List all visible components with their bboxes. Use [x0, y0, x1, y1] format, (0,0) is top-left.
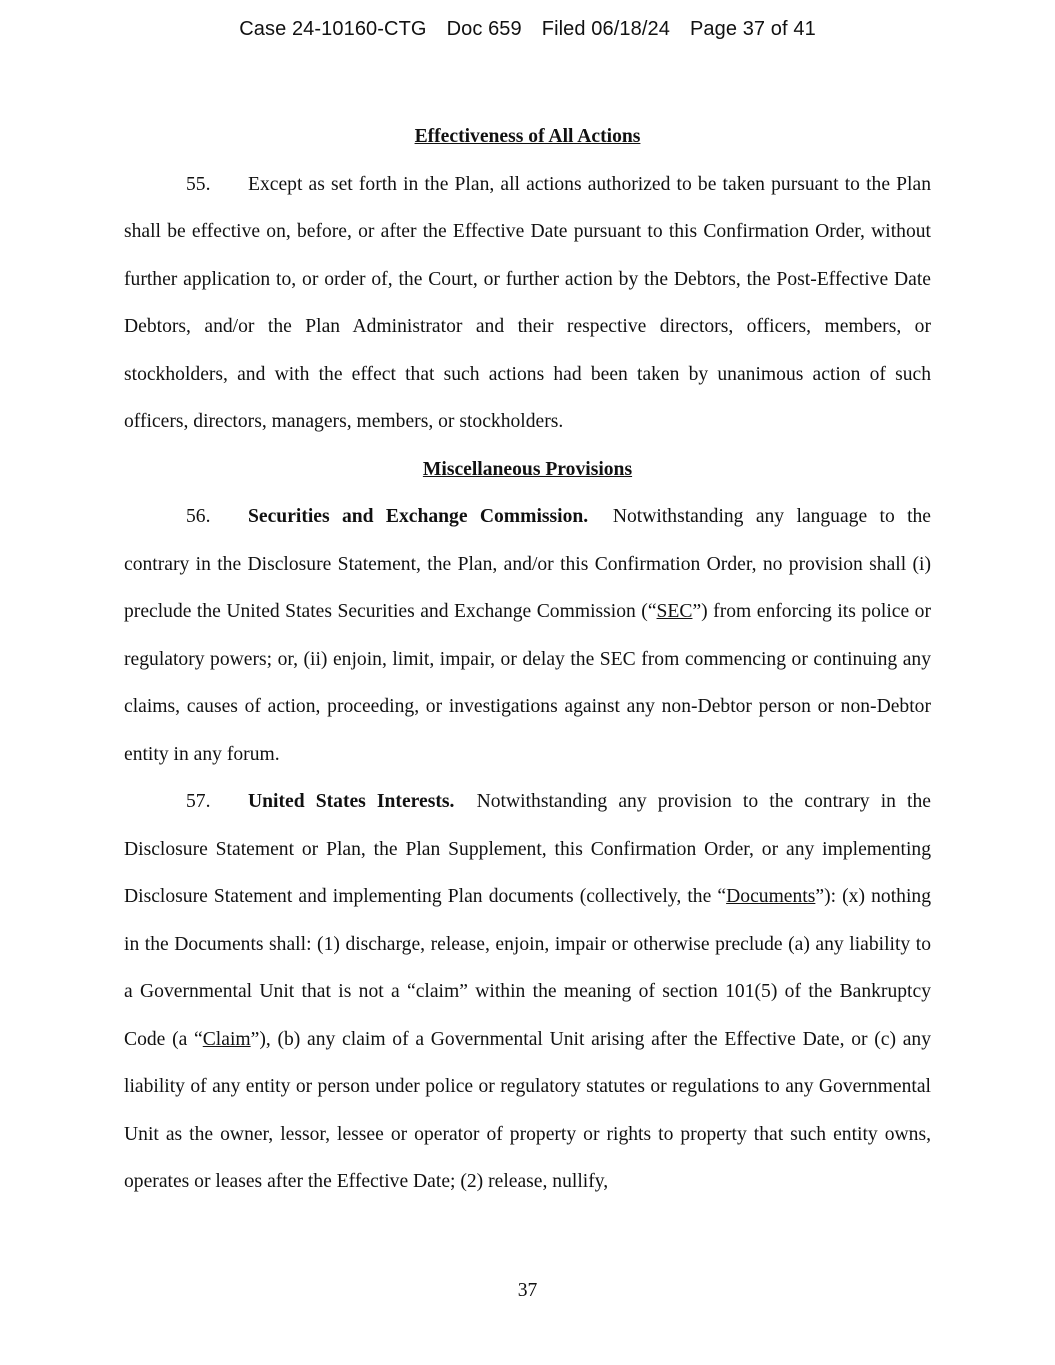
paragraph-57 [124, 778, 931, 1206]
court-filing-header [0, 18, 1055, 41]
document-body [124, 113, 931, 1206]
defined-term: Documents [726, 886, 816, 907]
defined-term: Claim [202, 1028, 251, 1050]
paragraph-title: United States Interests. [248, 791, 455, 812]
paragraph-text: ”), (b) any claim of a Governmental Unit arising after the Effective Date, or (c) any liability of any entity or person under police or regulatory statutes or regulations to any Governmental Unit as the owner, lessor, lessee or operator of property or rights to property that such entity owns, operates or leases after the Effective Date; (2) release, nullify, [124, 1028, 932, 1192]
section-heading-miscellaneous: Miscellaneous Provisions [422, 458, 633, 480]
paragraph-55 [124, 161, 931, 446]
paragraph-56 [124, 493, 931, 778]
paragraph-text: Notwithstanding any language to the contrary in the Disclosure Statement, the Plan, and/or this Confirmation Order, no provision shall (i) preclude the United States Securities and Exchange Commission (“ [124, 506, 932, 622]
paragraph-text: ”): (x) nothing in the Documents shall: (1) discharge, release, enjoin, impair or otherwise preclude (a) any liability to a Governmental Unit that is not a “claim” within the meaning of section 101(5) of the Bankruptcy Code (a “ [124, 886, 931, 1050]
paragraph-text: Notwithstanding any provision to the contrary in the Disclosure Statement or Plan, the Plan Supplement, this Confirmation Order, or any implementing Disclosure Statement and implementing Plan documents (collectively, the “ [124, 791, 931, 907]
defined-term: SEC [656, 601, 693, 622]
paragraph-title: Securities and Exchange Commission. [248, 506, 589, 527]
filed-date: Filed 06/18/24 [541, 18, 670, 40]
case-number: Case 24-10160-CTG [239, 18, 427, 40]
paragraph-number: 56. [186, 506, 211, 527]
page-number: 37 [517, 1280, 538, 1301]
paragraph-number: 55. [186, 173, 211, 195]
section-heading-effectiveness: Effectiveness of All Actions [414, 126, 641, 147]
paragraph-text: Except as set forth in the Plan, all actions authorized to be taken pursuant to the Plan shall be effective on, before, or after the Effective Date pursuant to this Confirmation Order, without further application to, or order of, the Court, or further action by the Debtors, the Post-Effective Date Debtors, and/or the Plan Administrator and their respective directors, officers, members, or stockholders, and with the effect that such actions had been taken by unanimous action of such officers, directors, managers, members, or stockholders. [124, 173, 931, 432]
paragraph-number: 57. [186, 791, 211, 812]
doc-number: Doc 659 [446, 18, 522, 40]
paragraph-text: ”) from enforcing its police or regulatory powers; or, (ii) enjoin, limit, impair, or delay the SEC from commencing or continuing any claims, causes of action, proceeding, or investigations against any non-Debtor person or non-Debtor entity in any forum. [124, 601, 931, 765]
page-count: Page 37 of 41 [689, 18, 816, 40]
